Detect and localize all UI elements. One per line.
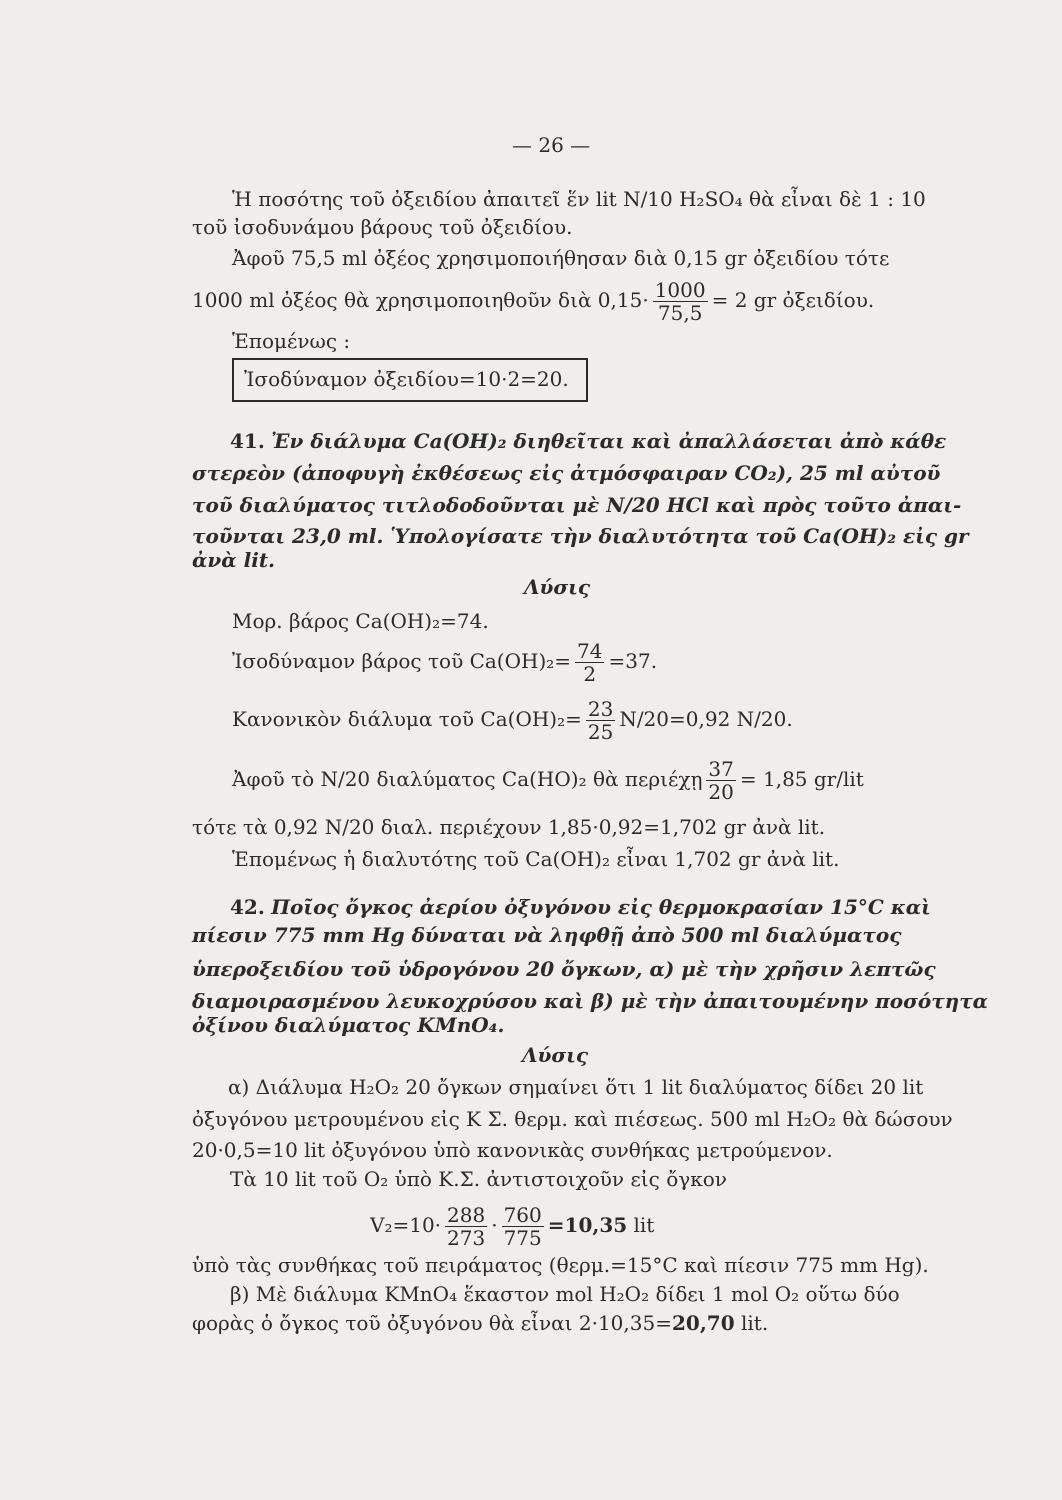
fraction-denominator: 20 <box>708 780 734 804</box>
equation-line <box>232 640 657 685</box>
equation-text: = 2 gr ὀξειδίου. <box>711 288 875 312</box>
text-line: Ἡ ποσότης τοῦ ὀξειδίου ἀπαιτεῖ ἕν lit N/10 H₂SO₄ θὰ εἶναι δὲ 1 : 10 <box>232 187 926 211</box>
text-line: τοῦ ἰσοδυνάμου βάρους τοῦ ὀξειδίου. <box>192 215 573 239</box>
fraction-denominator: 273 <box>447 1226 486 1250</box>
solution-line: ὀξυγόνου μετρουμένου εἰς Κ Σ. θερμ. καὶ πιέσεως. 500 ml H₂O₂ θὰ δώσουν <box>192 1107 953 1131</box>
equation-line <box>370 1204 654 1249</box>
solution-line: Ἑπομένως ἡ διαλυτότης τοῦ Ca(OH)₂ εἶναι 1,702 gr ἀνὰ lit. <box>232 847 840 871</box>
equation-text: Ἰσοδύναμον βάρος τοῦ Ca(OH)₂= <box>232 649 572 673</box>
equation-text: Ἀφοῦ τὸ N/20 διαλύματος Ca(HO)₂ θὰ περιέχῃ <box>232 767 703 791</box>
fraction-numerator: 760 <box>503 1203 542 1227</box>
problem-number: 42. <box>230 895 265 919</box>
fraction-denominator: 775 <box>503 1226 542 1250</box>
problem-line: ἀνὰ lit. <box>192 548 276 572</box>
equation-text: Κανονικὸν διάλυμα τοῦ Ca(OH)₂= <box>232 707 582 731</box>
problem-line <box>230 894 931 920</box>
boxed-result <box>232 358 588 402</box>
equation-line <box>232 698 793 743</box>
equation-text: 1000 ml ὀξέος θὰ χρησιμοποιηθοῦν διὰ 0,15· <box>192 288 649 312</box>
text-line: Ἀφοῦ 75,5 ml ὀξέος χρησιμοποιήθησαν διὰ 0,15 gr ὀξειδίου τότε <box>232 246 890 270</box>
page-number: — 26 — <box>512 133 591 157</box>
problem-line: πίεσιν 775 mm Hg δύναται νὰ ληφθῇ ἀπὸ 500 ml διαλύματος <box>192 923 902 947</box>
solution-line: ὑπὸ τὰς συνθήκας τοῦ πειράματος (θερμ.=15°C καὶ πίεσιν 775 mm Hg). <box>192 1253 929 1277</box>
problem-line: διαμοιρασμένου λευκοχρύσου καὶ β) μὲ τὴν ἀπαιτουμένην ποσότητα <box>192 989 989 1013</box>
fraction-denominator: 25 <box>587 720 614 744</box>
equation-text: = 1,85 gr/lit <box>739 767 864 791</box>
problem-line <box>230 428 946 454</box>
solution-line: β) Μὲ διάλυμα KMnO₄ ἕκαστον mol H₂O₂ δίδει 1 mol O₂ οὕτω δύο <box>230 1282 900 1306</box>
fraction-numerator: 1000 <box>654 278 706 302</box>
equation-text: N/20=0,92 N/20. <box>619 707 793 731</box>
solution-line: α) Διάλυμα H₂O₂ 20 ὄγκων σημαίνει ὅτι 1 lit διαλύματος δίδει 20 lit <box>228 1075 924 1099</box>
solution-line: Τὰ 10 lit τοῦ O₂ ὑπὸ Κ.Σ. ἀντιστοιχοῦν εἰς ὄγκον <box>230 1167 727 1191</box>
solution-line: 20·0,5=10 lit ὀξυγόνου ὑπὸ κανονικὰς συνθήκας μετρούμενον. <box>192 1138 833 1162</box>
fraction <box>575 640 604 685</box>
equation-text: V₂=10· <box>370 1213 442 1237</box>
solution-line <box>192 1310 768 1336</box>
fraction-numerator: 23 <box>587 697 614 721</box>
fraction-numerator: 74 <box>577 639 603 663</box>
fraction <box>653 279 708 324</box>
problem-number: 41. <box>230 429 265 453</box>
problem-line: ὀξίνου διαλύματος KMnO₄. <box>192 1013 505 1037</box>
problem-line: τοῦνται 23,0 ml. Ὑπολογίσατε τὴν διαλυτότητα τοῦ Ca(OH)₂ εἰς gr <box>192 524 969 548</box>
problem-line: τοῦ διαλύματος τιτλοδοδοῦνται μὲ N/20 HCl καὶ πρὸς τοῦτο ἀπαι- <box>192 493 962 517</box>
equation-text: lit. <box>740 1311 769 1335</box>
fraction <box>502 1204 544 1249</box>
fraction-numerator: 288 <box>447 1203 486 1227</box>
problem-text: Ἐν διάλυμα Ca(OH)₂ διηθεῖται καὶ ἀπαλλάσεται ἀπὸ κάθε <box>271 429 947 453</box>
solution-line: Μορ. βάρος Ca(OH)₂=74. <box>232 609 489 633</box>
fraction-denominator: 2 <box>583 662 597 686</box>
equation-line <box>232 758 864 803</box>
fraction <box>586 698 615 743</box>
equation-result: =10,35 <box>547 1213 628 1237</box>
solution-heading: Λύσις <box>522 1043 588 1067</box>
boxed-result-text: Ἰσοδύναμον ὀξειδίου=10·2=20. <box>244 367 569 391</box>
problem-line: ὑπεροξειδίου τοῦ ὑδρογόνου 20 ὄγκων, α) μὲ τὴν χρῆσιν λεπτῶς <box>192 957 936 981</box>
equation-line <box>192 279 874 324</box>
equation-text: · <box>491 1213 498 1237</box>
equation-result: 20,70 <box>671 1311 735 1335</box>
fraction-numerator: 37 <box>708 757 734 781</box>
solution-heading: Λύσις <box>524 575 590 599</box>
problem-text: Ποῖος ὄγκος ἀερίου ὀξυγόνου εἰς θερμοκρασίαν 15°C καὶ <box>271 895 931 919</box>
fraction-denominator: 75,5 <box>657 301 703 325</box>
solution-line: τότε τὰ 0,92 N/20 διαλ. περιέχουν 1,85·0,92=1,702 gr ἀνὰ lit. <box>192 815 826 839</box>
problem-line: στερεὸν (ἀποφυγὴ ἐκθέσεως εἰς ἀτμόσφαιραν CO₂), 25 ml αὐτοῦ <box>192 461 941 485</box>
equation-text: φορὰς ὁ ὄγκος τοῦ ὀξυγόνου θὰ εἶναι 2·10,35= <box>192 1311 672 1335</box>
fraction <box>706 758 735 803</box>
text-line: Ἑπομένως : <box>232 329 351 353</box>
equation-text: =37. <box>608 649 658 673</box>
fraction <box>445 1204 487 1249</box>
equation-text: lit <box>633 1213 655 1237</box>
